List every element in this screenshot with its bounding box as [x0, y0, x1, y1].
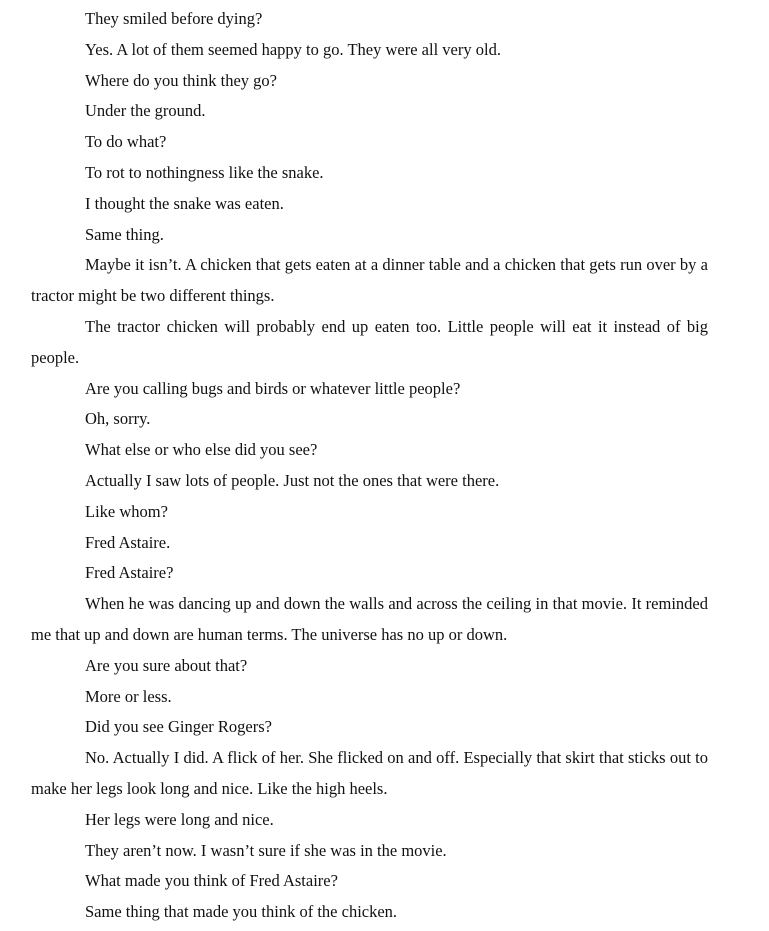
dialogue-line: I thought the snake was eaten.: [85, 193, 284, 213]
document-page: [31, 4, 708, 928]
dialogue-line: Fred Astaire?: [85, 563, 174, 583]
dialogue-line: Oh, sorry.: [85, 409, 151, 429]
dialogue-line: Are you sure about that?: [85, 655, 248, 675]
dialogue-line: Under the ground.: [85, 101, 206, 121]
dialogue-line: When he was dancing up and down the walls and across the ceiling in that movie. It reminded me that up and down are human terms. The universe has no up or down.: [31, 594, 708, 644]
dialogue-line: Her legs were long and nice.: [85, 809, 274, 829]
dialogue-line: The tractor chicken will probably end up eaten too. Little people will eat it instead of big people.: [31, 316, 708, 367]
dialogue-line: What else or who else did you see?: [85, 440, 318, 460]
dialogue-line: What made you think of Fred Astaire?: [85, 871, 338, 891]
dialogue-line: Yes. A lot of them seemed happy to go. They were all very old.: [85, 39, 501, 59]
dialogue-line: Maybe it isn’t. A chicken that gets eaten at a dinner table and a chicken that gets run over by a tractor might be two different things.: [31, 255, 708, 306]
dialogue-line: Fred Astaire.: [85, 532, 171, 552]
dialogue-line: They aren’t now. I wasn’t sure if she was in the movie.: [85, 840, 447, 860]
dialogue-line: Like whom?: [85, 501, 168, 521]
dialogue-line: No. Actually I did. A flick of her. She flicked on and off. Especially that skirt that sticks out to make her legs look long and nice. Like the high heels.: [31, 748, 708, 798]
dialogue-line: Did you see Ginger Rogers?: [85, 717, 272, 737]
dialogue-line: Same thing.: [85, 224, 164, 244]
dialogue-line: To rot to nothingness like the snake.: [85, 162, 324, 182]
dialogue-line: Are you calling bugs and birds or whatever little people?: [85, 378, 461, 398]
dialogue-line: More or less.: [85, 686, 172, 706]
dialogue-line: To do what?: [85, 132, 167, 152]
dialogue-line: Where do you think they go?: [85, 70, 277, 90]
dialogue-line: They smiled before dying?: [85, 9, 263, 28]
dialogue-line: Actually I saw lots of people. Just not the ones that were there.: [85, 470, 500, 490]
dialogue-line: Same thing that made you think of the chicken.: [85, 902, 398, 922]
